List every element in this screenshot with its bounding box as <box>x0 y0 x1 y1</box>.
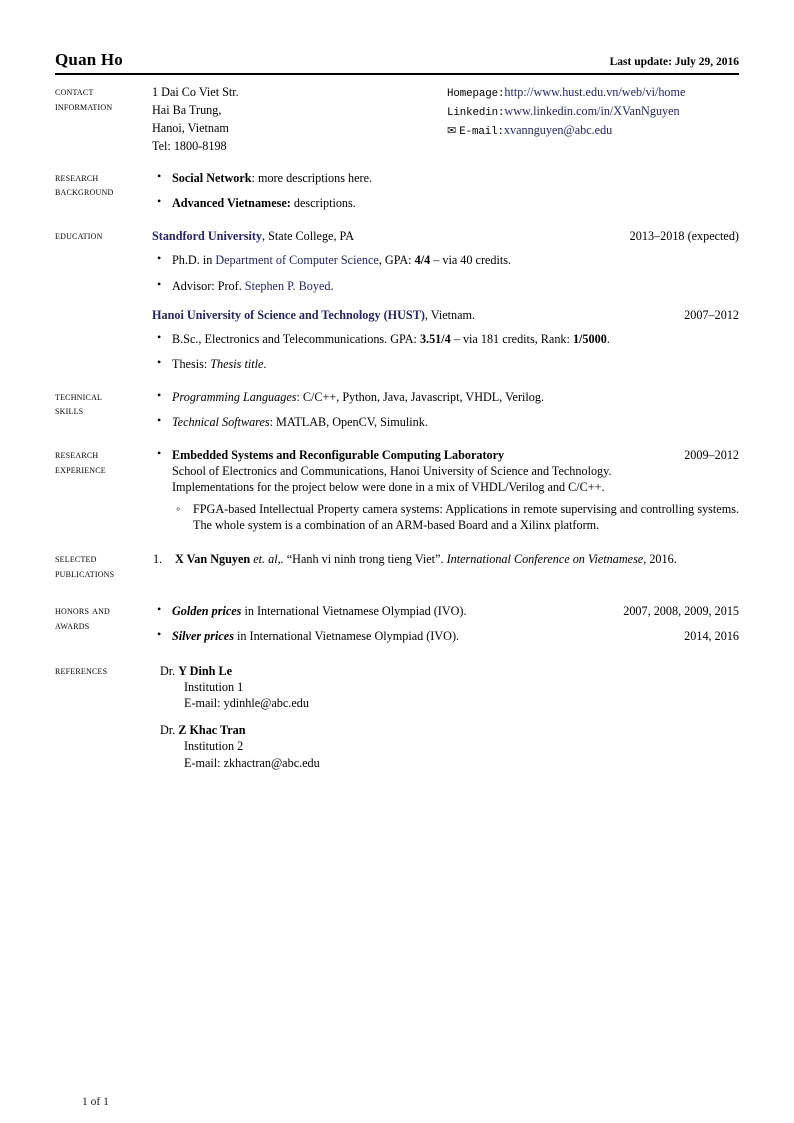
gpa-label: , GPA: <box>378 253 415 268</box>
education-details <box>152 252 739 293</box>
section-label-line1: technical <box>55 390 103 403</box>
section-label-line1: contact <box>55 86 94 98</box>
section-label-contact <box>55 84 152 114</box>
last-update-text: Last update: July 29, 2016 <box>609 56 739 68</box>
section-references <box>55 663 739 771</box>
section-label-technical-skills <box>55 389 152 419</box>
award-years-0: 2007, 2008, 2009, 2015 <box>623 604 739 619</box>
section-label-line2: background <box>55 186 114 199</box>
section-label-line1: honors and <box>55 605 111 618</box>
rank-value: 1/5000 <box>572 332 607 347</box>
email-label: E-mail: <box>459 125 504 138</box>
section-label-publications <box>55 551 152 581</box>
section-education <box>55 228 739 372</box>
reference-email: E-mail: ydinhle@abc.edu <box>184 696 309 711</box>
lab-title: Embedded Systems and Reconfigurable Computing Laboratory <box>172 447 505 462</box>
address-line-3: Hanoi, Vietnam <box>152 120 229 135</box>
list-item <box>152 447 739 533</box>
education-details <box>152 331 739 372</box>
award-detail-1: in International Vietnamese Olympiad (IVO). <box>233 629 460 644</box>
school-location: , State College, PA <box>262 229 355 244</box>
list-item <box>152 628 739 644</box>
reference-prefix: Dr. <box>160 663 179 678</box>
list-item <box>152 252 739 268</box>
list-item <box>152 551 739 567</box>
section-research-background <box>55 170 739 211</box>
section-label-line1: references <box>55 664 108 677</box>
thesis-prefix: Thesis: <box>172 357 211 372</box>
section-honors-awards <box>55 603 739 644</box>
section-label-education <box>55 228 152 244</box>
gpa-value: 3.51/4 <box>419 332 451 347</box>
pub-title: “Hanh vi ninh trong tieng Viet”. <box>283 552 447 567</box>
reference-institution: Institution 1 <box>184 679 244 694</box>
advisor-suffix: . <box>330 278 334 293</box>
school-location: , Vietnam. <box>424 307 476 322</box>
rb-rest-0: : more descriptions here. <box>251 170 373 185</box>
list-item <box>152 170 739 186</box>
section-research-experience <box>55 447 739 533</box>
list-item <box>152 331 739 347</box>
section-label-line2: publications <box>55 567 115 580</box>
list-item <box>152 389 739 405</box>
credits-text: – via 40 credits. <box>430 253 512 268</box>
school-link[interactable]: Hanoi University of Science and Technology (HUST) <box>152 307 425 322</box>
section-label-line2: skills <box>55 405 84 418</box>
research-background-list <box>152 170 739 211</box>
section-label-line2: awards <box>55 619 90 632</box>
department-link[interactable]: Department of Computer Science <box>215 253 379 268</box>
contact-links <box>447 84 739 156</box>
degree-prefix: Ph.D. in <box>172 253 216 268</box>
rank-suffix: . <box>606 332 610 347</box>
education-heading <box>152 307 739 323</box>
linkedin-label: Linkedin: <box>447 106 505 119</box>
section-label-line2: experience <box>55 463 106 476</box>
education-entry <box>152 307 739 373</box>
email-link[interactable]: xvannguyen@abc.edu <box>503 122 613 137</box>
skill-category-1: Technical Softwares <box>172 414 270 429</box>
education-date: 2007–2012 <box>684 307 739 322</box>
section-label-research-background <box>55 170 152 200</box>
page-number: 1 of 1 <box>82 1096 109 1108</box>
school-link[interactable]: Standford University <box>152 229 263 244</box>
advisor-link[interactable]: Stephen P. Boyed <box>244 278 331 293</box>
list-item <box>152 278 739 294</box>
header-divider <box>55 73 739 75</box>
section-label-honors <box>55 603 152 633</box>
reference-name-row <box>160 663 739 679</box>
homepage-row <box>447 84 739 103</box>
advisor-prefix: Advisor: Prof. <box>172 278 245 293</box>
list-item <box>152 356 739 372</box>
section-label-line1: research <box>55 448 99 461</box>
pub-etal: et. al,. <box>250 552 284 567</box>
linkedin-link[interactable]: www.linkedin.com/in/XVanNguyen <box>504 103 680 118</box>
list-item <box>152 603 739 619</box>
section-label-references <box>55 663 152 679</box>
section-selected-publications <box>55 551 739 581</box>
rb-rest-1: descriptions. <box>290 195 356 210</box>
award-detail-0: in International Vietnamese Olympiad (IVO). <box>241 604 467 619</box>
email-row <box>447 122 739 141</box>
cv-sheet <box>55 50 739 785</box>
publications-list <box>152 551 739 567</box>
pub-venue: International Conference on Vietnamese <box>446 552 644 567</box>
address-line-2: Hai Ba Trung, <box>152 102 222 117</box>
reference-entry <box>152 663 739 712</box>
page-title: Quan Ho <box>55 50 124 69</box>
skill-values-1: : MATLAB, OpenCV, Simulink. <box>269 414 428 429</box>
section-label-line1: selected <box>55 553 97 566</box>
section-label-line1: education <box>55 230 103 243</box>
pub-year: , 2016. <box>643 552 677 567</box>
list-item <box>152 195 739 211</box>
education-date: 2013–2018 (expected) <box>629 229 739 244</box>
reference-name-row <box>160 722 739 738</box>
skill-values-0: : C/C++, Python, Java, Javascript, VHDL, Verilog. <box>296 389 545 404</box>
education-entry <box>152 228 739 294</box>
contact-columns <box>152 84 739 156</box>
reference-email: E-mail: zkhactran@abc.edu <box>184 755 320 770</box>
section-label-line1: research <box>55 171 99 184</box>
reference-entry <box>152 722 739 771</box>
list-item <box>152 414 739 430</box>
list-item: ◦ FPGA-based Intellectual Property camera systems: Applications in remote supervising and controlling systems. The whole system is a combination of an ARM-based Board and a Xilinx platform. <box>172 501 739 533</box>
gpa-value: 4/4 <box>414 253 431 268</box>
skill-category-0: Programming Languages <box>172 389 297 404</box>
education-heading <box>152 228 739 244</box>
experience-sublist <box>172 501 739 533</box>
phone-line: Tel: 1800-8198 <box>152 138 227 153</box>
thesis-title: Thesis title <box>210 357 264 372</box>
award-name-0: Golden prices <box>172 604 242 619</box>
section-label-line2: information <box>55 100 113 113</box>
address-line-1: 1 Dai Co Viet Str. <box>152 85 239 99</box>
homepage-link[interactable]: http://www.hust.edu.vn/web/vi/home <box>504 85 686 99</box>
rb-title-1: Advanced Vietnamese: <box>172 195 291 210</box>
award-years-1: 2014, 2016 <box>684 629 739 644</box>
credits-text: – via 181 credits, Rank: <box>450 332 573 347</box>
experience-date: 2009–2012 <box>684 447 739 462</box>
envelope-icon: ✉ <box>447 124 457 137</box>
award-name-1: Silver prices <box>172 629 234 644</box>
contact-address <box>152 84 239 156</box>
honors-list <box>152 603 739 644</box>
linkedin-row <box>447 103 739 122</box>
section-contact-information <box>55 84 739 156</box>
pub-authors: X Van Nguyen <box>175 552 251 567</box>
degree-text: B.Sc., Electronics and Telecommunications. GPA: <box>172 332 420 347</box>
reference-prefix: Dr. <box>160 723 179 738</box>
research-experience-list <box>152 447 739 533</box>
reference-name: Z Khac Tran <box>178 723 246 738</box>
cv-header <box>55 50 739 73</box>
homepage-label: Homepage: <box>447 88 505 100</box>
rb-title-0: Social Network <box>172 170 252 185</box>
section-technical-skills <box>55 389 739 430</box>
reference-institution: Institution 2 <box>184 739 244 754</box>
thesis-suffix: . <box>263 357 267 372</box>
section-label-research-experience <box>55 447 152 477</box>
experience-line-1: School of Electronics and Communications, Hanoi University of Science and Technology. <box>172 464 612 479</box>
reference-name: Y Dinh Le <box>178 663 233 678</box>
experience-line-2: Implementations for the project below were done in a mix of VHDL/Verilog and C/C++. <box>172 480 605 495</box>
technical-skills-list <box>152 389 739 430</box>
experience-heading <box>172 447 739 463</box>
